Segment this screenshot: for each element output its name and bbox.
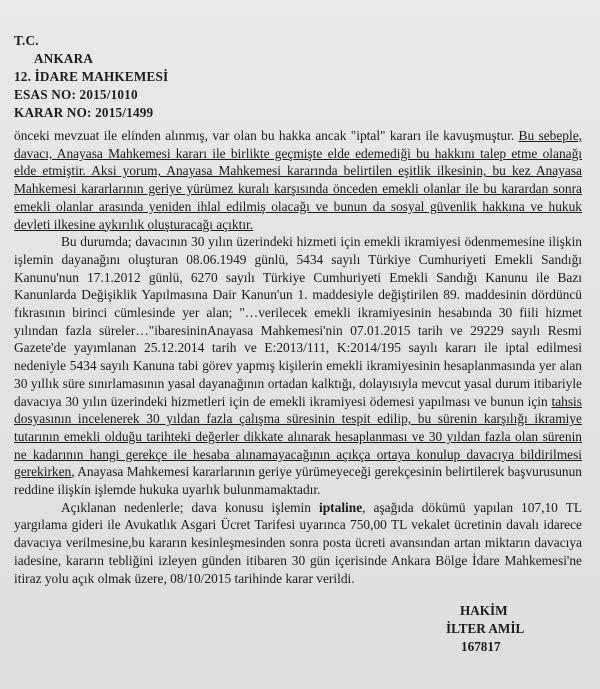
paragraph-2-text-end: , Anayasa Mahkemesi kararlarının geriye yürümeyeceği gerekçesinin belirtilerek başvurusunun reddine ilişkin işlemde hukuka uyarlık bulunmamaktadır. [14, 464, 582, 498]
paragraph-3 [14, 499, 582, 588]
signature-name: İLTER AMİL [446, 621, 525, 636]
header-tc: T.C. [14, 33, 39, 48]
header-esas-no: ESAS NO: 2015/1010 [14, 87, 138, 102]
header-court: 12. İDARE MAHKEMESİ [14, 69, 169, 84]
header-karar-no: KARAR NO: 2015/1499 [14, 105, 154, 120]
paragraph-3-bold: iptaline [319, 499, 363, 515]
signature-number: 167817 [461, 639, 501, 654]
document-body [14, 127, 582, 587]
paragraph-1 [14, 127, 582, 233]
paragraph-2-text-start: Bu durumda; davacının 30 yılın üzerindeki hizmeti için emekli ikramiyesi ödenmemesine ilişkin işlemin dayanağını oluşturan 08.06.1949 günlü, 5434 sayılı Türkiye Cumhuriyeti Emekli Sandığı Kanunu'nun 17.1.2012 günlü, 6270 sayılı Türkiye Cumhuriyeti Emekli Sandığı Kanunu ile Bazı Kanunlarda Değişiklik Yapılmasına Dair Kanun'un 1. maddesiyle değiştirilen 89. maddesinin dördüncü fıkrasının birinci cümlesinde yer alan; "…verilecek emekli ikramiyesinin hesabında 30 fiili hizmet yılından fazla süreler…"ibaresininAnayasa Mahkemesi'nin 07.01.2015 tarih ve 29229 sayılı Resmi Gazete'de yayımlanan 25.12.2014 tarih ve E:2013/111, K:2014/195 sayılı kararı ile iptal edilmesi nedeniyle 5434 sayılı Kanuna tabi görev yapmış kişilerin emekli ikramiyesinin hesaplanmasında yer alan 30 yıllık süre sınırlamasının yasal dayanağının ortadan kalktığı, dolayısıyla mevcut yasal durum itibariyle davacıya 30 yılın üzerindeki hizmetleri için de emekli ikramiyesi ödemesi yapılması ve bunun için [14, 234, 582, 409]
header-city: ANKARA [34, 51, 94, 66]
paragraph-1-underlined: Bu sebeple, davacı, Anayasa Mahkemesi kararı ile birlikte geçmişte elde edemediği bu hakkını talep etme olanağı elde etmiştir. Aksi yorum, Anayasa Mahkemesi kararında belirtilen eşitlik ilkesinin, bu kez Anayasa Mahkemesi kararlarının geriye yürümez kuralı karşısında önceden emekli olanlar ile bu karardan sonra emekli olanlar arasında yeniden ihlal edilmiş olacağı ve bunun da sosyal güvenlik hakkına ve hukuk devleti ilkesine aykırılık oluşturacağı açıktır. [14, 128, 582, 232]
paragraph-2 [14, 233, 582, 499]
paragraph-1-text: önceki mevzuat ile elinden alınmış, var olan bu hakka ancak "iptal" kararı ile kavuşmuştur. [14, 128, 519, 143]
paragraph-3-text-end: , aşağıda dökümü yapılan 107,10 TL yargılama gideri ile Avukatlık Asgari Ücret Tarifesi uyarınca 750,00 TL vekalet ücretinin davalı idarece davacıya verilmesine,bu kararın kesinleşmesinden sonra posta ücreti avansından artan miktarın davacıya iadesine, kararın tebliğini izleyen günden itibaren 30 gün içerisinde Ankara Bölge İdare Mahkemesi'ne itiraz yolu açık olmak üzere, 08/10/2015 tarihinde karar verildi. [14, 499, 582, 586]
signature-title: HAKİM [460, 603, 508, 618]
paragraph-2-underlined: tahsis dosyasının incelenerek 30 yıldan fazla çalışma süresinin tespit edilip, bu sürenin karşılığı ikramiye tutarının emekli olduğu tarihteki değerler dikkate alınarak hesaplanması ve 30 yıldan fazla olan sürenin ne kadarının hangi gerekçe ile hesaba alınamayacağının açıkça ortaya konulup davacıya bildirilmesi gerekirken [14, 393, 582, 480]
paragraph-3-text-start: Açıklanan nedenlerle; dava konusu işlemin [61, 499, 319, 515]
